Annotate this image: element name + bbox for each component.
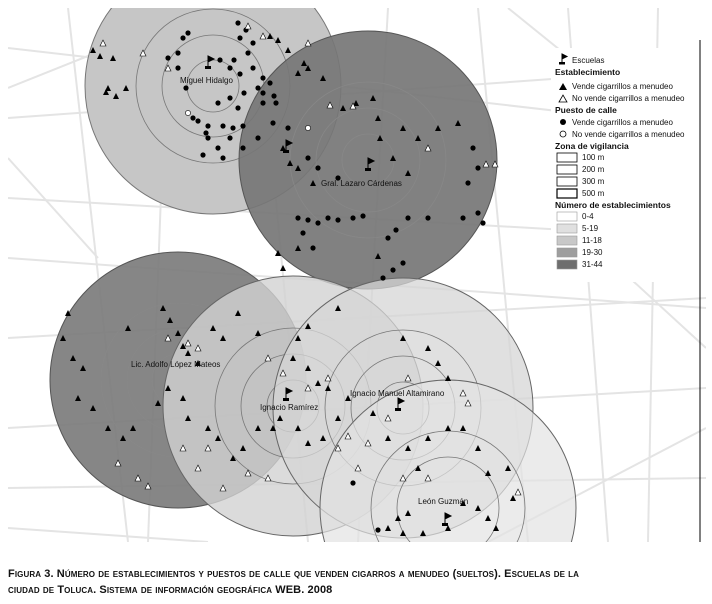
street-vendor-sells-marker [240,145,245,150]
legend-count-0: 0-4 [582,212,594,221]
street-vendor-sells-marker [250,65,255,70]
street-vendor-sells-marker [300,230,305,235]
street-vendor-sells-marker [260,75,265,80]
legend-count-2: 11-18 [582,236,602,245]
zone-label-adolfo-lopez-mateos: Lic. Adolfo López Mateos [131,360,221,369]
zone-label-lazaro-cardenas: Gral. Lazaro Cárdenas [321,179,402,188]
legend-school-label: Escuelas [572,56,605,65]
street-vendor-sells-marker [260,90,265,95]
street-vendor-sells-marker [375,527,380,532]
legend-ring-500: 500 m [582,189,605,198]
zone-label-leon-guzman: León Guzmán [418,497,469,506]
street-vendor-sells-marker [475,165,480,170]
street-vendor-not-sells-marker [305,125,310,130]
street-vendor-sells-marker [241,90,246,95]
map-canvas [8,8,706,542]
street-vendor-sells-marker [227,95,232,100]
legend-street-sells: Vende cigarrillos a menudeo [572,118,673,127]
street-vendor-sells-marker [235,105,240,110]
caption-line-2: ciudad de Toluca. Sistema de información geográfica WEB. 2008 [8,584,333,596]
street-vendor-sells-marker [190,115,195,120]
legend-count-4: 31-44 [582,260,603,269]
street-vendor-sells-marker [475,210,480,215]
street-vendor-sells-marker [267,80,272,85]
street-vendor-sells-marker [390,267,395,272]
street-vendor-sells-marker [220,155,225,160]
street-vendor-sells-marker [235,20,240,25]
street-vendor-sells-marker [335,217,340,222]
street-vendor-sells-marker [250,40,255,45]
street-vendor-sells-marker [240,123,245,128]
street-vendor-sells-marker [405,215,410,220]
legend-ring-200: 200 m [582,165,605,174]
street-vendor-sells-marker [245,50,250,55]
street-vendor-sells-marker [203,130,208,135]
street-vendor-sells-marker [180,35,185,40]
street-vendor-sells-marker [231,57,236,62]
street-vendor-sells-marker [185,30,190,35]
street-vendor-sells-marker [220,123,225,128]
street-vendor-sells-marker [465,180,470,185]
street-vendor-sells-marker [285,125,290,130]
street-vendor-sells-marker [230,125,235,130]
zone-label-ignacio-ramirez: Ignacio Ramírez [260,403,319,412]
street-vendor-sells-marker [227,135,232,140]
street-vendor-sells-marker [260,100,265,105]
legend-street-not-sells: No vende cigarrillos a menudeo [572,130,685,139]
legend-street-title: Puesto de calle [555,105,617,115]
legend [551,40,706,542]
legend-zone-title: Zona de vigilancia [555,141,629,151]
establishment-sells-marker [280,265,286,271]
street-vendor-sells-marker [237,35,242,40]
street-vendor-sells-marker [271,93,276,98]
dot-filled-icon [560,119,566,125]
street-vendor-sells-marker [273,100,278,105]
street-vendor-sells-marker [400,260,405,265]
street-vendor-sells-marker [255,135,260,140]
street-vendor-sells-marker [183,85,188,90]
street-vendor-sells-marker [205,135,210,140]
street-vendor-sells-marker [380,275,385,280]
caption-line-1: Figura 3. Número de establecimientos y puestos de calle que venden cigarros a menudeo (sueltos). Escuelas de la [8,568,580,580]
street-vendor-sells-marker [175,50,180,55]
legend-count-1: 5-19 [582,224,599,233]
street-vendor-sells-marker [315,165,320,170]
street-vendor-sells-marker [393,227,398,232]
street-vendor-sells-marker [310,245,315,250]
street-vendor-sells-marker [215,145,220,150]
legend-ring-300: 300 m [582,177,605,186]
street-vendor-sells-marker [215,100,220,105]
street-vendor-sells-marker [205,123,210,128]
street-vendor-sells-marker [237,71,242,76]
street-vendor-sells-marker [227,65,232,70]
legend-establishment-title: Establecimiento [555,67,621,77]
street-vendor-sells-marker [305,155,310,160]
zone-label-ignacio-manuel-altamirano: Ignacio Manuel Altamirano [350,389,445,398]
street-vendor-sells-marker [350,215,355,220]
legend-est-not-sells: No vende cigarrillos a menudeo [572,94,685,103]
legend-count-title: Número de establecimientos [555,200,671,210]
street-vendor-sells-marker [470,145,475,150]
dot-outline-icon [560,131,566,137]
street-vendor-sells-marker [385,235,390,240]
figure-caption [8,566,708,598]
street-vendor-sells-marker [480,220,485,225]
street-vendor-sells-marker [200,152,205,157]
map-frame [8,8,706,542]
street-vendor-sells-marker [425,215,430,220]
street-vendor-sells-marker [325,215,330,220]
street-vendor-not-sells-marker [185,110,190,115]
street-vendor-sells-marker [315,220,320,225]
zone-label-miguel-hidalgo: Miguel Hidalgo [180,76,233,85]
street-vendor-sells-marker [270,120,275,125]
legend-count-3: 19-30 [582,248,603,257]
street-vendor-sells-marker [175,65,180,70]
street-vendor-sells-marker [195,118,200,123]
street-vendor-sells-marker [295,215,300,220]
legend-ring-100: 100 m [582,153,605,162]
street-vendor-sells-marker [460,215,465,220]
street-vendor-sells-marker [305,217,310,222]
street-vendor-sells-marker [360,213,365,218]
legend-est-sells: Vende cigarrillos a menudeo [572,82,673,91]
street-vendor-sells-marker [255,85,260,90]
street-vendor-sells-marker [350,480,355,485]
street-vendor-sells-marker [165,55,170,60]
street-vendor-sells-marker [217,57,222,62]
